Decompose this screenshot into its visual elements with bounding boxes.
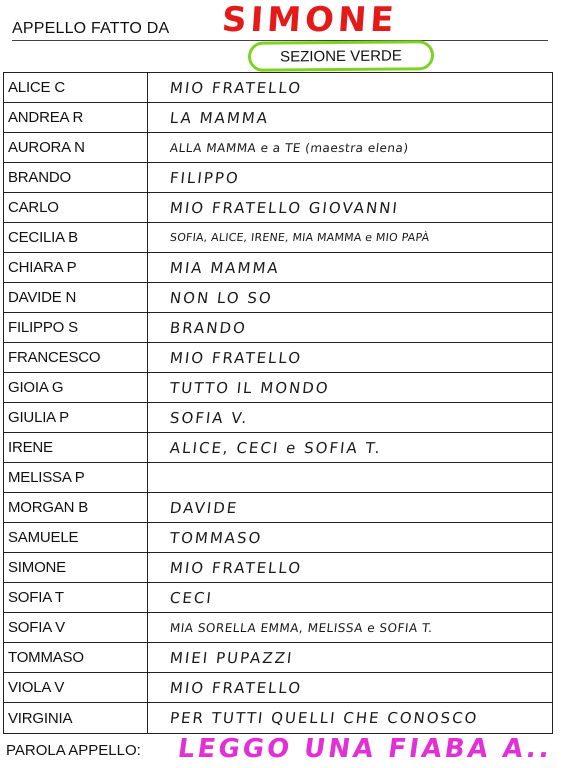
table-row: [4, 223, 552, 253]
child-answer: ALICE, CECI e SOFIA T.: [169, 438, 383, 457]
table-row: [4, 643, 552, 673]
child-answer: [146, 463, 553, 492]
child-answer: TOMMASO: [169, 528, 264, 547]
child-name: ALICE C: [4, 73, 148, 102]
table-row: [4, 523, 552, 553]
child-name: SIMONE: [4, 553, 148, 582]
child-answer: MIO FRATELLO GIOVANNI: [169, 198, 400, 217]
child-answer: SOFIA, ALICE, IRENE, MIA MAMMA e MIO PAPÀ: [169, 231, 430, 244]
child-name: CARLO: [4, 193, 148, 222]
child-answer: ALLA MAMMA e a TE (maestra elena): [169, 140, 410, 155]
footer-label: PAROLA APPELLO:: [6, 742, 141, 759]
child-answer: DAVIDE: [169, 498, 240, 517]
table-row: [4, 583, 552, 613]
child-name: SOFIA T: [4, 583, 148, 612]
child-name: FILIPPO S: [4, 313, 148, 342]
child-name: FRANCESCO: [4, 343, 148, 372]
child-answer: MIEI PUPAZZI: [169, 648, 295, 667]
child-answer: NON LO SO: [169, 288, 274, 307]
child-answer: MIO FRATELLO: [169, 558, 304, 577]
child-answer: LA MAMMA: [169, 108, 271, 127]
sheet-footer: [0, 732, 564, 768]
child-name: GIULIA P: [4, 403, 148, 432]
table-row: [4, 403, 552, 433]
child-answer: CECI: [169, 588, 214, 607]
table-row: [4, 463, 552, 493]
table-row: [4, 313, 552, 343]
table-row: [4, 133, 552, 163]
child-answer: MIO FRATELLO: [169, 678, 304, 697]
child-answer: MIA SORELLA EMMA, MELISSA e SOFIA T.: [169, 620, 434, 635]
table-row: [4, 103, 552, 133]
child-name: CHIARA P: [4, 253, 148, 282]
table-row: [4, 493, 552, 523]
table-row: [4, 283, 552, 313]
table-row: [4, 433, 552, 463]
child-name: VIOLA V: [4, 673, 148, 702]
table-row: [4, 253, 552, 283]
child-name: MELISSA P: [4, 463, 148, 492]
table-row: [4, 193, 552, 223]
table-row: [4, 343, 552, 373]
child-name: BRANDO: [4, 163, 148, 192]
caller-name: SIMONE: [220, 0, 399, 40]
child-name: TOMMASO: [4, 643, 148, 672]
table-row: [4, 373, 552, 403]
child-name: CECILIA B: [4, 223, 148, 252]
child-name: IRENE: [4, 433, 148, 462]
child-answer: PER TUTTI QUELLI CHE CONOSCO: [169, 709, 480, 727]
child-answer: FILIPPO: [169, 168, 241, 187]
attendance-table: [3, 72, 553, 734]
child-answer: TUTTO IL MONDO: [169, 378, 331, 397]
table-row: [4, 163, 552, 193]
child-answer: MIO FRATELLO: [169, 348, 304, 367]
table-row: [4, 73, 552, 103]
child-name: DAVIDE N: [4, 283, 148, 312]
child-name: AURORA N: [4, 133, 148, 162]
child-name: VIRGINIA: [4, 703, 148, 733]
child-answer: SOFIA V.: [169, 408, 250, 427]
child-name: GIOIA G: [4, 373, 148, 402]
sheet-header: [0, 0, 564, 72]
password-word: LEGGO UNA FIABA A..: [175, 734, 555, 764]
child-name: SAMUELE: [4, 523, 148, 552]
table-row: [4, 673, 552, 703]
child-name: MORGAN B: [4, 493, 148, 522]
table-row: [4, 553, 552, 583]
child-answer: MIO FRATELLO: [169, 78, 304, 97]
section-badge: SEZIONE VERDE: [248, 40, 434, 72]
child-name: SOFIA V: [4, 613, 148, 642]
header-label: APPELLO FATTO DA: [12, 20, 170, 37]
child-answer: MIA MAMMA: [169, 258, 281, 277]
child-answer: BRANDO: [169, 318, 248, 337]
table-row: [4, 613, 552, 643]
table-row: [4, 703, 552, 733]
child-name: ANDREA R: [4, 103, 148, 132]
